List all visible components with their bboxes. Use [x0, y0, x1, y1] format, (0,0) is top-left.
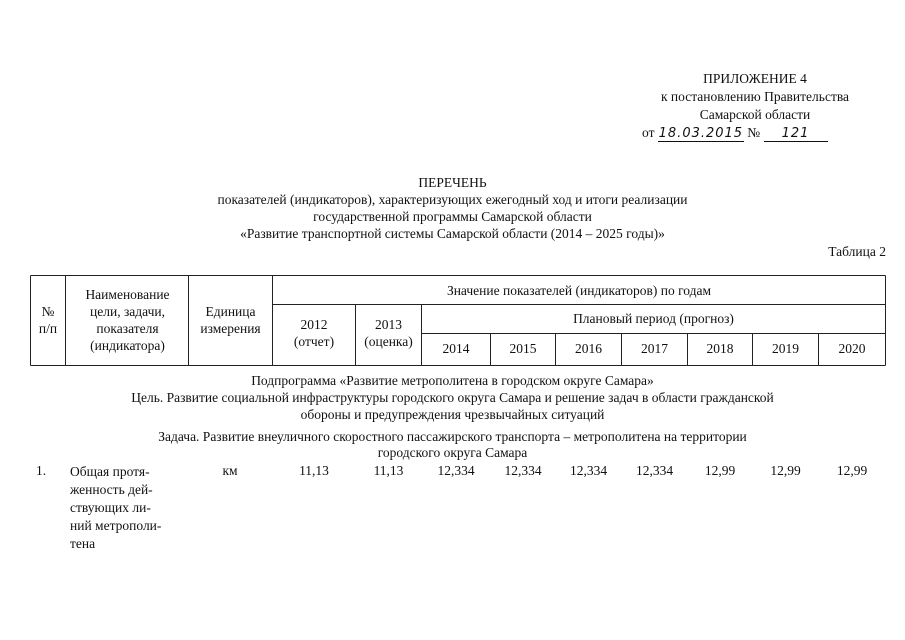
row-value: 12,99 [836, 463, 868, 478]
heading-line2: государственной программы Самарской области [313, 209, 592, 224]
heading-line1: показателей (индикаторов), характеризующих ежегодный ход и итоги реализации [217, 192, 688, 207]
header-unit-line2: измерения [200, 321, 261, 336]
header-name-line4: (индикатора) [90, 338, 165, 353]
row-value: 11,13 [373, 463, 404, 478]
row-name-line: женность дей- [70, 482, 153, 497]
table-label: Таблица 2 [828, 244, 886, 259]
header-name-line1: Наименование [85, 287, 170, 302]
row-num: 1. [36, 463, 47, 478]
row-value: 12,334 [569, 463, 608, 478]
row-value: 12,99 [770, 463, 801, 478]
header-2013-note: (оценка) [364, 334, 413, 349]
header-2013 [355, 316, 422, 350]
header-plan-year: 2016 [575, 341, 602, 356]
appendix-line2: Самарской области [699, 107, 811, 122]
row-name-line: тена [70, 536, 96, 551]
header-2013-year: 2013 [375, 317, 402, 332]
subprogram-title: Подпрограмма «Развитие метрополитена в городском округе Самара» [251, 373, 654, 388]
header-plan-year: 2019 [772, 341, 799, 356]
row-name [70, 463, 190, 553]
header-unit-line1: Единица [205, 304, 256, 319]
header-num-line2: п/п [38, 321, 58, 336]
header-name [66, 286, 189, 354]
header-2012-note: (отчет) [293, 334, 335, 349]
header-num-line1: № [41, 304, 55, 319]
header-2012 [272, 316, 356, 350]
row-value: 12,99 [704, 463, 736, 478]
header-plan-year: 2017 [641, 341, 668, 356]
appendix-title: ПРИЛОЖЕНИЕ 4 [703, 71, 807, 86]
goal-text [0, 389, 905, 423]
row-value: 12,334 [635, 463, 674, 478]
row-name-line: ствующих ли- [70, 500, 151, 515]
heading-title: ПЕРЕЧЕНЬ [418, 175, 487, 190]
task-line2: городского округа Самара [377, 445, 528, 460]
header-values-group: Значение показателей (индикаторов) по годам [446, 283, 712, 298]
from-label: от [642, 125, 655, 140]
appendix-line1: к постановлению Правительства [660, 89, 850, 104]
heading-line3: «Развитие транспортной системы Самарской области (2014 – 2025 годы)» [240, 226, 665, 241]
row-value: 11,13 [299, 463, 329, 478]
header-plan-year: 2018 [706, 341, 734, 356]
date-handwritten: 18.03.2015 [658, 126, 744, 141]
goal-line2: обороны и предупреждения чрезвычайных ситуаций [300, 407, 605, 422]
header-name-line2: цели, задачи, [90, 304, 165, 319]
task-text [0, 429, 905, 461]
goal-line1: Цель. Развитие социальной инфраструктуры городского округа Самара и решение задач в области гражданской [131, 390, 774, 405]
row-value: 12,334 [504, 463, 542, 478]
header-plan-year: 2020 [838, 341, 866, 356]
row-name-line: Общая протя- [70, 464, 150, 479]
header-num [30, 303, 66, 337]
row-unit: км [222, 463, 238, 478]
task-line1: Задача. Развитие внеуличного скоростного пассажирского транспорта – метрополитена на территории [158, 429, 747, 444]
header-unit [188, 303, 273, 337]
header-plan-year: 2015 [509, 341, 537, 356]
header-plan-group: Плановый период (прогноз) [573, 311, 734, 326]
header-name-line3: показателя [96, 321, 159, 336]
number-handwritten: 121 [764, 127, 828, 142]
header-plan-year: 2014 [442, 341, 470, 356]
number-sign: № [747, 125, 761, 140]
row-value: 12,334 [437, 463, 475, 478]
header-2012-year: 2012 [300, 317, 328, 332]
row-name-line: ний метрополи- [70, 518, 162, 533]
